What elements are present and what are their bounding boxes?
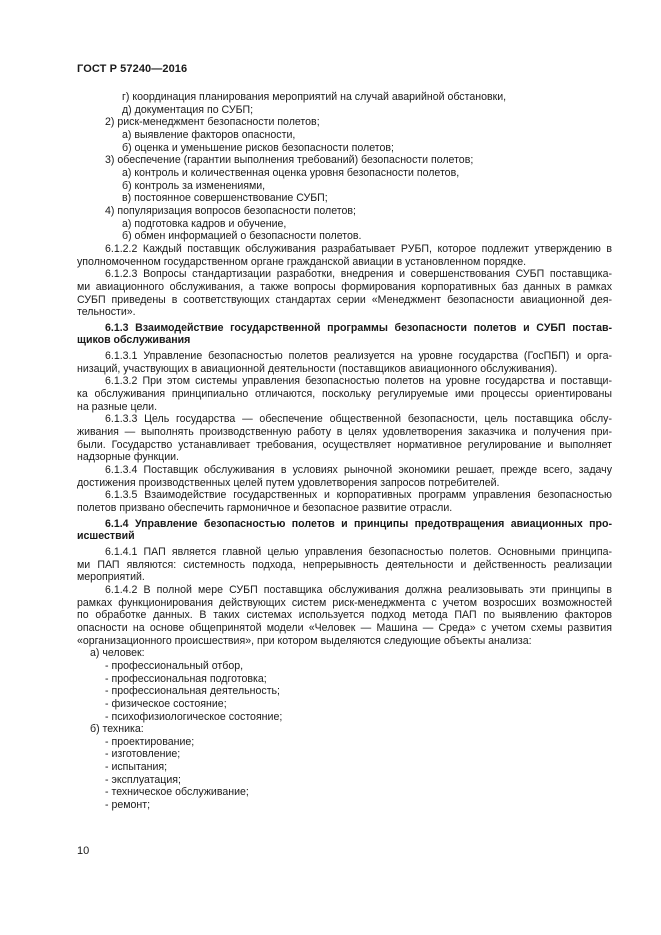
page-number: 10 xyxy=(77,845,90,857)
text-line: ми ПАП являются: системность подхода, непрерывность деятельности и действенность реализации xyxy=(77,558,612,571)
text-line: - физическое состояние; xyxy=(105,697,227,710)
text-line: исшествий xyxy=(77,530,135,543)
text-line: низаций, участвующих в авиационной деятельности (поставщиков авиационного обслуживания). xyxy=(77,362,558,375)
text-line: 6.1.3.2 При этом системы управления безопасностью полетов на уровне государства и поставщи- xyxy=(105,375,612,388)
text-line: б) оценка и уменьшение рисков безопасности полетов; xyxy=(122,141,394,154)
text-line: 6.1.3.5 Взаимодействие государственных и корпоративных программ управления безопасностью xyxy=(105,489,612,502)
text-line: 6.1.2.2 Каждый поставщик обслуживания разрабатывает РУБП, которое подлежит утверждению в xyxy=(105,242,612,255)
text-line: полетов призвано обеспечить гармоничное и безопасное развитие отрасли. xyxy=(77,502,453,514)
text-line: а) подготовка кадров и обучение, xyxy=(122,217,287,230)
text-line: 6.1.4 Управление безопасностью полетов и принципы предотвращения авиационных про- xyxy=(105,517,612,530)
text-line: 6.1.3.4 Поставщик обслуживания в условиях рыночной экономики решает, прежде всего, задачу xyxy=(105,464,612,477)
text-line: 3) обеспечение (гарантии выполнения требований) безопасности полетов; xyxy=(105,154,474,167)
text-line: - испытания; xyxy=(105,761,168,774)
page-header-standard-code: ГОСТ Р 57240—2016 xyxy=(77,63,188,75)
text-line: - ремонт; xyxy=(105,799,151,812)
text-line: ка обслуживания принципиально отличаются, поскольку регулируемые ими процессы ориентированы xyxy=(77,388,612,401)
text-line: СУБП приведены в соответствующих стандартах серии «Менеджмент безопасности авиационной дея- xyxy=(77,293,612,306)
text-line: д) документация по СУБП; xyxy=(122,103,254,116)
text-line: - проектирование; xyxy=(105,735,195,748)
text-line: живания — выполнять производственную работу в целях удовлетворения заказчика и получения при- xyxy=(77,426,612,439)
text-line: уполномоченном государственном органе гражданской авиации в установленном порядке. xyxy=(77,255,527,268)
text-line: в) постоянное совершенствование СУБП; xyxy=(122,192,328,205)
text-line: щиков обслуживания xyxy=(77,334,191,347)
text-line: б) контроль за изменениями, xyxy=(122,179,266,192)
text-line: мероприятий. xyxy=(77,571,145,584)
text-line: «организационного происшествия», при котором выделяются следующие объекты анализа: xyxy=(77,634,532,647)
text-line: - изготовление; xyxy=(105,748,181,761)
text-line: а) выявление факторов опасности, xyxy=(122,128,296,141)
text-line: тельности». xyxy=(77,306,136,319)
text-line: достижения производственных целей путем удовлетворения запросов потребителей. xyxy=(77,476,500,489)
text-line: рамках функционирования действующих систем риск-менеджмента с учетом возросших возможностей xyxy=(77,596,612,609)
text-line: - психофизиологическое состояние; xyxy=(105,710,283,723)
text-line: ми авиационного обслуживания, а также вопросы формирования корпоративных баз данных в рамках xyxy=(77,280,612,293)
text-line: надзорные функции. xyxy=(77,451,179,464)
text-line: 6.1.3 Взаимодействие государственной программы безопасности полетов и СУБП постав- xyxy=(105,321,612,334)
text-line: б) обмен информацией о безопасности полетов. xyxy=(122,230,362,243)
text-line: 6.1.2.3 Вопросы стандартизации разработки, внедрения и совершенствования СУБП поставщика- xyxy=(105,268,612,281)
text-line: г) координация планирования мероприятий на случай аварийной обстановки, xyxy=(122,91,507,103)
text-line: опасности на основе общепринятой модели «Человек — Машина — Среда» с учетом схемы развития xyxy=(77,621,612,634)
document-body xyxy=(77,91,612,812)
text-line: - профессиональный отбор, xyxy=(105,659,244,672)
text-line: - техническое обслуживание; xyxy=(105,786,249,799)
text-line: - профессиональная деятельность; xyxy=(105,685,281,698)
text-line: были. Государство устанавливает требования, осуществляет нормативное регулирование и выполняет xyxy=(77,438,612,451)
text-line: 6.1.3.3 Цель государства — обеспечение общественной безопасности, цель поставщика обслу- xyxy=(105,413,612,426)
text-line: 2) риск-менеджмент безопасности полетов; xyxy=(105,116,320,129)
text-line: а) человек: xyxy=(90,647,145,660)
text-line: - эксплуатация; xyxy=(105,773,181,786)
text-line: 4) популяризация вопросов безопасности полетов; xyxy=(105,204,356,217)
text-line: 6.1.4.2 В полной мере СУБП поставщика обслуживания должна реализовывать эти принципы в xyxy=(105,583,612,596)
text-line: - профессиональная подготовка; xyxy=(105,672,267,685)
text-line: 6.1.3.1 Управление безопасностью полетов реализуется на уровне государства (ГосПБП) и орга- xyxy=(105,350,612,363)
text-line: б) техника: xyxy=(90,723,144,736)
text-line: по обработке данных. В таких системах используется подход метода ПАП по выявлению факторов xyxy=(77,609,612,622)
text-line: 6.1.4.1 ПАП является главной целью управления безопасностью полетов. Основными принципа- xyxy=(105,545,612,558)
text-line: а) контроль и количественная оценка уровня безопасности полетов, xyxy=(122,166,460,179)
text-line: на разные цели. xyxy=(77,400,158,413)
